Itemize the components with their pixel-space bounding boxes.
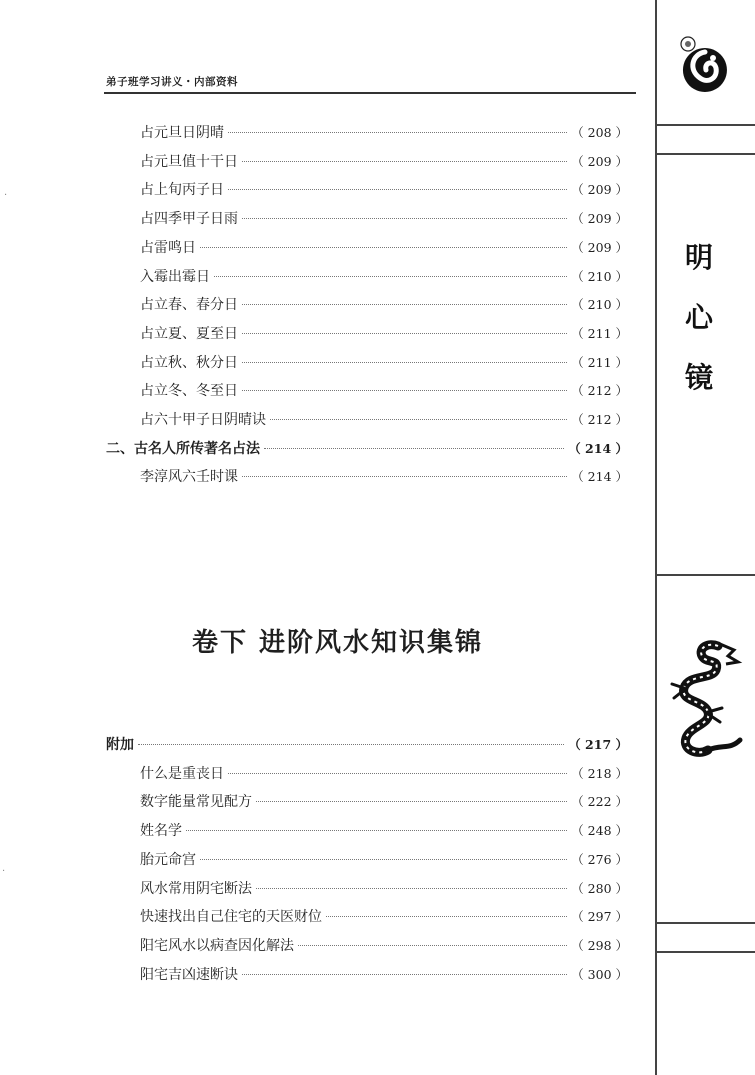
toc-leader-dots <box>200 247 567 248</box>
toc-entry-page: （ 211 ） <box>571 325 628 341</box>
toc-entry <box>140 850 628 870</box>
toc-leader-dots <box>270 419 567 420</box>
page-header: 弟子班学习讲义・内部资料 <box>106 76 238 88</box>
toc-entry <box>140 381 628 401</box>
sidebar-rule-bottom-2 <box>655 951 755 953</box>
toc-leader-dots <box>242 218 567 219</box>
sidebar-rule-top <box>655 124 755 126</box>
toc-entry-title: 阳宅风水以病查因化解法 <box>140 937 294 954</box>
toc-entry <box>106 735 628 755</box>
toc-entry-title: 数字能量常见配方 <box>140 794 252 811</box>
toc-entry-page: （ 212 ） <box>571 412 628 427</box>
toc-entry-title: 占立春、春分日 <box>140 297 238 314</box>
toc-entry-page: （ 248 ） <box>571 823 628 839</box>
toc-entry-title: 阳宅吉凶速断诀 <box>140 966 238 983</box>
toc-leader-dots <box>242 974 567 975</box>
toc-entry-title: 什么是重丧日 <box>140 765 224 782</box>
section-title: 卷下 进阶风水知识集锦 <box>192 628 484 658</box>
toc-leader-dots <box>256 801 567 802</box>
toc-entry <box>140 267 628 287</box>
toc-leader-dots <box>228 189 567 190</box>
toc-entry-title: 占雷鸣日 <box>140 239 196 256</box>
toc-entry-page: （ 280 ） <box>571 880 628 896</box>
toc-leader-dots <box>242 304 567 305</box>
toc-entry-title: 占立秋、秋分日 <box>140 354 238 371</box>
toc-entry-page: （ 214 ） <box>568 440 628 456</box>
sidebar-rule-mid <box>655 574 755 576</box>
toc-leader-dots <box>242 161 567 162</box>
toc-leader-dots <box>326 916 567 917</box>
toc-entry <box>140 764 628 784</box>
toc-entry-title: 占元旦日阴晴 <box>140 125 224 141</box>
toc-leader-dots <box>264 448 564 449</box>
sidebar-divider <box>655 0 657 1075</box>
toc-entry <box>140 123 628 143</box>
toc-entry-title: 占六十甲子日阴晴诀 <box>140 412 266 428</box>
header-rule <box>104 92 636 94</box>
toc-entry-page: （ 297 ） <box>571 909 628 925</box>
toc-entry-title: 二、古名人所传著名占法 <box>106 440 260 457</box>
toc-entry <box>140 792 628 812</box>
toc-leader-dots <box>186 830 567 831</box>
toc-entry-page: （ 210 ） <box>571 268 628 284</box>
toc-entry-title: 快速找出自己住宅的天医财位 <box>140 909 322 926</box>
toc-leader-dots <box>228 132 567 133</box>
toc-leader-dots <box>214 276 567 277</box>
toc-entry-page: （ 212 ） <box>571 383 628 399</box>
toc-entry <box>140 209 628 229</box>
margin-mark: · <box>4 190 8 201</box>
toc-entry-title: 姓名学 <box>140 823 182 840</box>
toc-entry-page: （ 300 ） <box>571 966 628 982</box>
margin-mark: · <box>2 866 6 877</box>
toc-entry-page: （ 209 ） <box>571 182 628 198</box>
toc-entry <box>140 295 628 315</box>
toc-entry-page: （ 210 ） <box>571 297 628 313</box>
toc-entry-page: （ 209 ） <box>571 153 628 169</box>
toc-entry <box>140 936 628 956</box>
toc-leader-dots <box>298 945 567 946</box>
toc-entry <box>140 410 628 430</box>
toc-entry <box>140 353 628 373</box>
toc-entry-page: （ 211 ） <box>571 354 628 370</box>
toc-entry-title: 风水常用阴宅断法 <box>140 880 252 897</box>
toc-entry-page: （ 217 ） <box>568 737 628 752</box>
toc-entry <box>140 180 628 200</box>
toc-entry <box>140 879 628 899</box>
toc-leader-dots <box>242 362 567 363</box>
sidebar-rule-top-2 <box>655 153 755 155</box>
sidebar-char-1: 明 <box>685 241 714 274</box>
toc-leader-dots <box>138 744 564 745</box>
toc-entry-page: （ 222 ） <box>571 794 628 810</box>
toc-entry-title: 占元旦值十干日 <box>140 153 238 170</box>
toc-leader-dots <box>242 390 567 391</box>
sidebar-char-3: 镜 <box>685 361 714 394</box>
toc-entry <box>140 965 628 985</box>
toc-entry-title: 占立夏、夏至日 <box>140 325 238 342</box>
toc-entry-title: 附加 <box>106 737 134 753</box>
sidebar-rule-bottom <box>655 922 755 924</box>
toc-entry <box>140 467 628 487</box>
toc-entry-page: （ 218 ） <box>571 765 628 781</box>
toc-leader-dots <box>242 333 567 334</box>
toc-entry-title: 占上旬丙子日 <box>140 182 224 199</box>
toc-entry-title: 李淳风六壬时课 <box>140 469 238 486</box>
toc-entry <box>140 821 628 841</box>
toc-entry-title: 占立冬、冬至日 <box>140 383 238 400</box>
toc-entry-page: （ 209 ） <box>571 211 628 227</box>
toc-entry <box>140 907 628 927</box>
toc-entry <box>106 439 628 459</box>
toc-entry-page: （ 276 ） <box>571 851 628 867</box>
toc-entry-page: （ 298 ） <box>571 937 628 953</box>
toc-leader-dots <box>200 859 567 860</box>
yin-yang-emblem-icon <box>680 34 730 98</box>
toc-entry-page: （ 214 ） <box>571 469 628 485</box>
toc-leader-dots <box>256 888 567 889</box>
toc-entry-title: 占四季甲子日雨 <box>140 211 238 228</box>
toc-entry-page: （ 209 ） <box>571 239 628 255</box>
toc-entry-title: 胎元命宫 <box>140 851 196 868</box>
toc-entry <box>140 238 628 258</box>
toc-entry <box>140 324 628 344</box>
dragon-ornament-icon <box>668 640 746 764</box>
sidebar-char-2: 心 <box>685 301 714 334</box>
toc-leader-dots <box>242 476 567 477</box>
toc-entry-page: （ 208 ） <box>571 125 628 140</box>
toc-entry-title: 入霉出霉日 <box>140 268 210 285</box>
toc-leader-dots <box>228 773 567 774</box>
toc-entry <box>140 152 628 172</box>
